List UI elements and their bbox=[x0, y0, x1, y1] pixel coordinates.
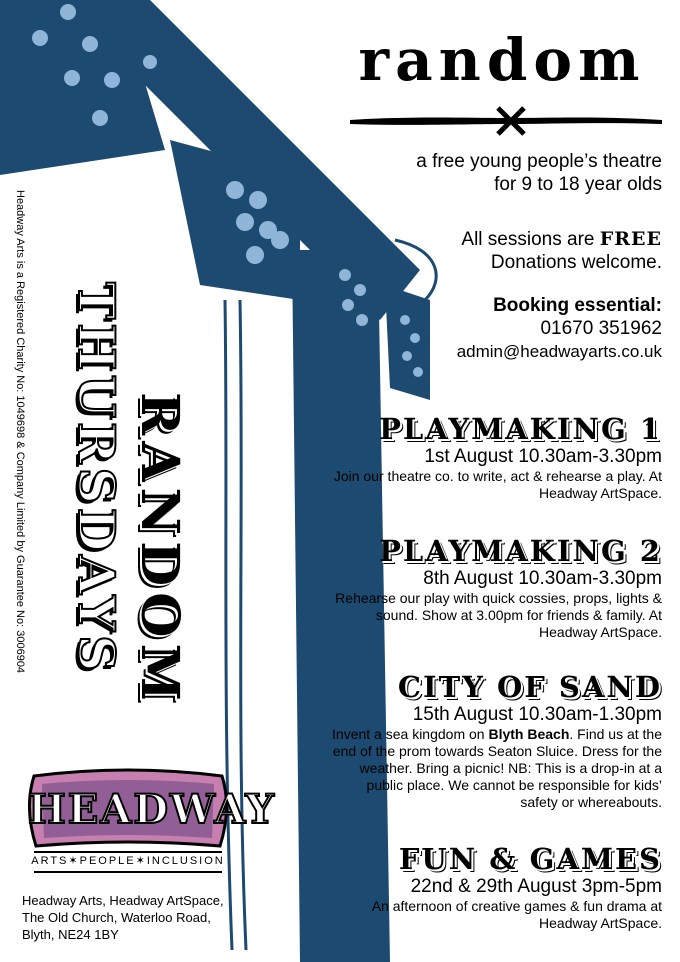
event-description: Rehearse our play with quick cossies, props, lights & sound. Show at 3.00pm for friends & family. At Headway ArtSpace. bbox=[335, 590, 662, 640]
tagline-line-2: for 9 to 18 year olds bbox=[494, 174, 662, 195]
free-sessions-notice bbox=[332, 228, 662, 274]
event-title: PLAYMAKING 1 bbox=[379, 412, 662, 446]
address-line-3: Blyth, NE24 1BY bbox=[22, 927, 119, 942]
event-city-of-sand bbox=[332, 670, 662, 811]
event-playmaking-2 bbox=[332, 534, 662, 641]
donations-line: Donations welcome. bbox=[490, 252, 662, 273]
address-line-2: The Old Church, Waterloo Road, bbox=[22, 910, 211, 925]
event-fun-and-games bbox=[332, 842, 662, 932]
event-date: 8th August 10.30am-3.30pm bbox=[423, 568, 662, 589]
charity-registration-text: Headway Arts is a Registered Charity No: 1049698 & Company Limited by Guarantee No: 3006904 bbox=[14, 190, 26, 674]
event-date: 22nd & 29th August 3pm-5pm bbox=[410, 876, 662, 897]
vertical-random-heading: RANDOM bbox=[129, 392, 190, 708]
event-title: CITY OF SAND bbox=[397, 670, 662, 704]
event-playmaking-1 bbox=[332, 412, 662, 502]
free-word: FREE bbox=[599, 228, 662, 250]
tagline-line-1: a free young people’s theatre bbox=[416, 151, 662, 172]
event-location-bold: Blyth Beach bbox=[488, 726, 570, 742]
tagline bbox=[332, 150, 662, 196]
event-description-start: Invent a sea kingdom on bbox=[332, 726, 489, 742]
title-underline-flourish bbox=[350, 102, 662, 142]
booking-heading: Booking essential: bbox=[493, 295, 662, 316]
event-date: 1st August 10.30am-3.30pm bbox=[424, 446, 662, 467]
event-description bbox=[332, 726, 662, 811]
headway-arts-logo bbox=[28, 768, 276, 878]
logo-tagline: ARTS✶PEOPLE✶INCLUSION bbox=[31, 855, 225, 867]
sessions-prefix: All sessions are bbox=[461, 229, 595, 250]
poster-title: random bbox=[358, 26, 646, 94]
event-description-end: . Find us at the end of the prom towards Seaton Sluice. Dress for the weather. Bring a picnic! NB: This is a drop-in at a public place. We cannot be responsible for kids’ safety or whereabouts. bbox=[332, 726, 662, 810]
event-date: 15th August 10.30am-1.30pm bbox=[412, 704, 662, 725]
booking-phone: 01670 351962 bbox=[540, 318, 662, 339]
vertical-thursdays-heading: THURSDAYS bbox=[67, 282, 126, 676]
address-line-1: Headway Arts, Headway ArtSpace, bbox=[22, 893, 224, 908]
logo-wordmark: HEADWAY bbox=[28, 786, 276, 833]
booking-info bbox=[332, 294, 662, 363]
event-title: FUN & GAMES bbox=[398, 842, 662, 876]
address bbox=[22, 892, 262, 943]
event-description: An afternoon of creative games & fun drama at Headway ArtSpace. bbox=[371, 898, 662, 931]
event-description: Join our theatre co. to write, act & rehearse a play. At Headway ArtSpace. bbox=[333, 468, 662, 501]
event-title: PLAYMAKING 2 bbox=[379, 534, 662, 568]
booking-email: admin@headwayarts.co.uk bbox=[456, 342, 662, 361]
